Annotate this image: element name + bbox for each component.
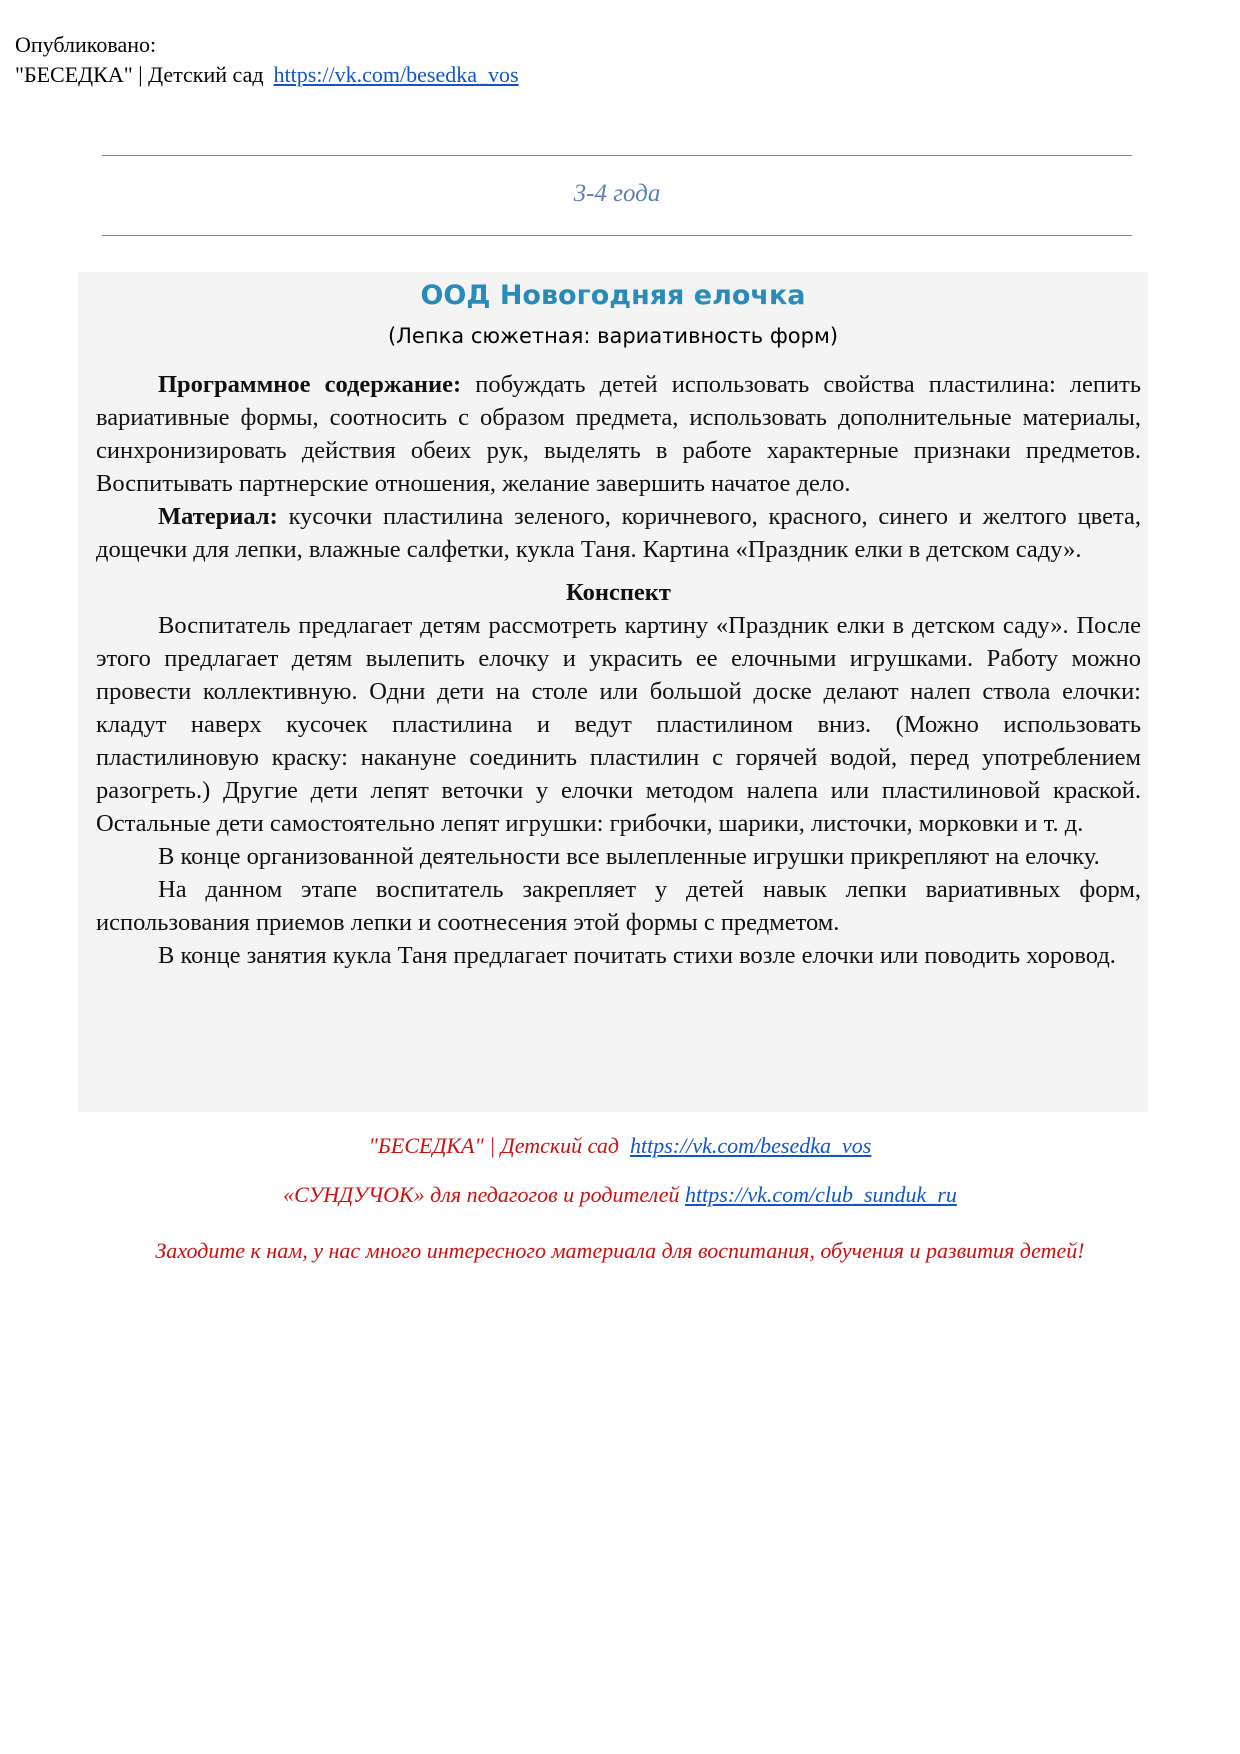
- top-divider: [102, 155, 1132, 156]
- published-source: [15, 60, 519, 90]
- age-group: 3-4 года: [573, 180, 661, 207]
- footer-invitation: Заходите к нам, у нас много интересного материала для воспитания, обучения и развития детей!: [155, 1238, 1085, 1263]
- body-paragraph: На данном этапе воспитатель закрепляет у детей навык лепки вариативных форм, использования приемов лепки и соотнесения этой формы с предметом.: [96, 876, 1141, 936]
- program-text: побуждать детей использовать свойства пластилина: лепить вариативные формы, соотносить с образом предмета, использовать дополнительные материалы, синхронизировать действия обеих рук, выделять в работе характерные признаки предметов. Воспитывать партнерские отношения, желание завершить начатое дело.: [96, 371, 1141, 497]
- article-body: [96, 368, 1141, 972]
- program-paragraph: [96, 368, 1141, 500]
- footer-besedka-text: "БЕСЕДКА" | Детский сад: [368, 1133, 620, 1158]
- published-header: [15, 30, 519, 90]
- bottom-divider: [102, 235, 1132, 236]
- source-name: "БЕСЕДКА" | Детский сад: [15, 62, 264, 87]
- footer-besedka-link[interactable]: https://vk.com/besedka_vos: [630, 1133, 872, 1158]
- material-paragraph: [96, 500, 1141, 566]
- body-paragraph: В конце занятия кукла Таня предлагает почитать стихи возле елочки или поводить хоровод.: [158, 942, 1116, 969]
- footer-besedka: [0, 1133, 1240, 1159]
- article-subtitle: (Лепка сюжетная: вариативность форм): [387, 324, 839, 348]
- footer-sunduk-text: «СУНДУЧОК» для педагогов и родителей: [283, 1182, 680, 1207]
- material-text: кусочки пластилина зеленого, коричневого, красного, синего и желтого цвета, дощечки для лепки, влажные салфетки, кукла Таня. Картина «Праздник елки в детском саду».: [96, 503, 1141, 563]
- body-paragraph: В конце организованной деятельности все вылепленные игрушки прикрепляют на елочку.: [158, 843, 1100, 870]
- source-link[interactable]: https://vk.com/besedka_vos: [273, 62, 519, 87]
- body-paragraph: Воспитатель предлагает детям рассмотреть картину «Праздник елки в детском саду». После этого предлагает детям вылепить елочку и украсить ее елочными игрушками. Работу можно провести коллективную. Одни дети на столе или большой доске делают налеп ствола елочки: кладут наверх кусочек пластилина и ведут пластилином вниз. (Можно использовать пластилиновую краску: накануне соединить пластилин с горячей водой, перед употреблением разогреть.) Другие дети лепят веточки у елочки методом налепа или пластилиновой краской. Остальные дети самостоятельно лепят игрушки: грибочки, шарики, листочки, морковки и т. д.: [96, 612, 1141, 837]
- footer-sunduk-link[interactable]: https://vk.com/club_sunduk_ru: [684, 1182, 957, 1207]
- article-title: ООД Новогодняя елочка: [420, 280, 806, 311]
- material-label: Материал:: [158, 503, 278, 530]
- published-label: Опубликовано:: [15, 32, 157, 57]
- program-label: Программное содержание:: [158, 371, 462, 398]
- footer-sunduk: [0, 1182, 1240, 1208]
- konspekt-heading: Конспект: [566, 579, 671, 606]
